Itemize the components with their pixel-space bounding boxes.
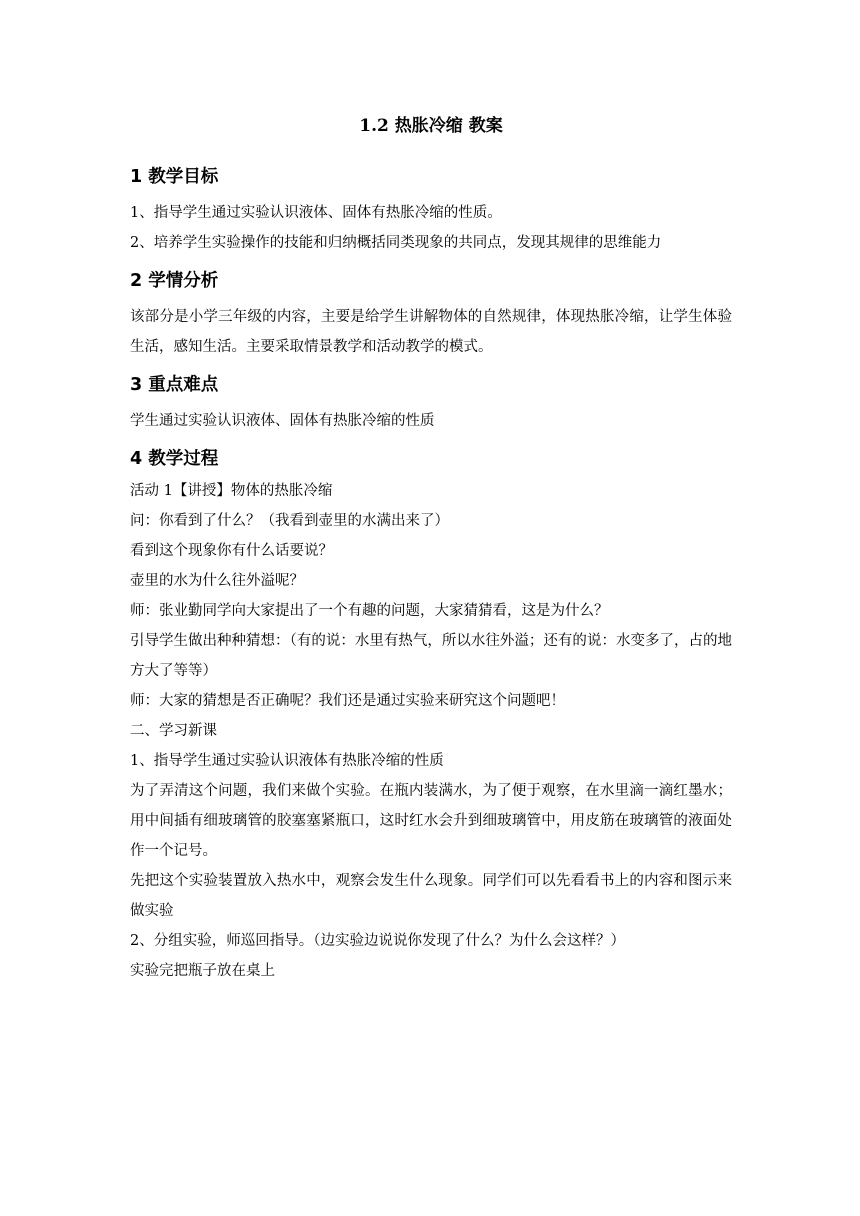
paragraph: 壶里的水为什么往外溢呢？	[130, 573, 304, 589]
paragraph: 师：大家的猜想是否正确呢？我们还是通过实验来研究这个问题吧！	[130, 693, 565, 709]
paragraph: 先把这个实验装置放入热水中，观察会发生什么现象。同学们可以先看看书上的内容和图示来做实验	[130, 873, 732, 919]
paragraph: 1、指导学生通过实验认识液体有热胀冷缩的性质	[130, 753, 444, 769]
section-heading: 4 教学过程	[130, 449, 219, 469]
paragraph: 二、学习新课	[130, 723, 217, 739]
document-body	[130, 112, 732, 986]
section-teaching-process	[130, 444, 732, 986]
paragraph: 活动 1【讲授】物体的热胀冷缩	[130, 483, 333, 499]
paragraph: 看到这个现象你有什么话要说？	[130, 543, 333, 559]
paragraph: 师：张业勤同学向大家提出了一个有趣的问题，大家猜猜看，这是为什么？	[130, 603, 609, 619]
section-key-points	[130, 370, 732, 436]
document-title: 1.2 热胀冷缩 教案	[359, 116, 503, 136]
paragraph: 1、指导学生通过实验认识液体、固体有热胀冷缩的性质。	[130, 205, 502, 221]
paragraph: 实验完把瓶子放在桌上	[130, 963, 275, 979]
paragraph: 2、分组实验，师巡回指导。（边实验边说说你发现了什么？为什么会这样？）	[130, 933, 625, 949]
paragraph: 为了弄清这个问题，我们来做个实验。在瓶内装满水，为了便于观察，在水里滴一滴红墨水；用中间插有细玻璃管的胶塞塞紧瓶口，这时红水会升到细玻璃管中，用皮筋在玻璃管的液面处作一个记号。	[130, 783, 732, 859]
section-heading: 1 教学目标	[130, 167, 219, 187]
paragraph: 引导学生做出种种猜想：（有的说：水里有热气，所以水往外溢；还有的说：水变多了，占的地方大了等等）	[130, 633, 732, 679]
section-heading: 2 学情分析	[130, 271, 219, 291]
paragraph: 2、培养学生实验操作的技能和归纳概括同类现象的共同点，发现其规律的思维能力	[130, 235, 662, 251]
section-teaching-goals	[130, 162, 732, 258]
paragraph: 该部分是小学三年级的内容，主要是给学生讲解物体的自然规律，体现热胀冷缩，让学生体验生活，感知生活。主要采取情景教学和活动教学的模式。	[130, 309, 732, 355]
section-heading: 3 重点难点	[130, 375, 219, 395]
paragraph: 学生通过实验认识液体、固体有热胀冷缩的性质	[130, 413, 435, 429]
section-student-analysis	[130, 266, 732, 362]
paragraph: 问：你看到了什么？（我看到壶里的水满出来了）	[130, 513, 449, 529]
